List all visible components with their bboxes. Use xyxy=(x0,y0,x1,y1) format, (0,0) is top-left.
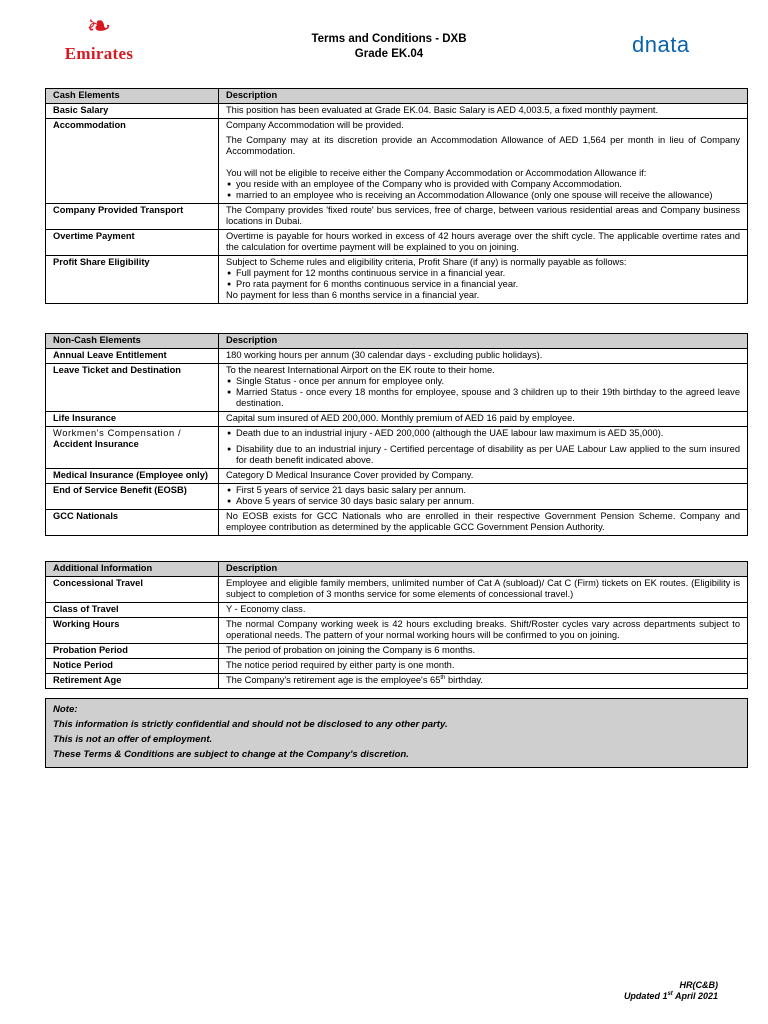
paragraph: You will not be eligible to receive either the Company Accommodation or Accommodation Allowance if: xyxy=(226,168,647,178)
note-content xyxy=(46,699,748,768)
column-header-description: Description xyxy=(219,334,748,349)
row-label: Retirement Age xyxy=(46,674,219,689)
row-label: Class of Travel xyxy=(46,603,219,618)
row-label: Basic Salary xyxy=(46,104,219,119)
row-label: Life Insurance xyxy=(46,412,219,427)
note-line: These Terms & Conditions are subject to change at the Company's discretion. xyxy=(53,749,409,760)
row-description: 180 working hours per annum (30 calendar days - excluding public holidays). xyxy=(219,349,748,364)
row-label: Probation Period xyxy=(46,644,219,659)
row-description: Employee and eligible family members, unlimited number of Cat A (subload)/ Cat C (Firm) tickets on EK routes. (Eligibility is subject to completion of 3 months service for some elements of concessional travel.) xyxy=(219,577,748,603)
table-header-row xyxy=(46,562,748,577)
row-label: Leave Ticket and Destination xyxy=(46,364,219,412)
paragraph: Company Accommodation will be provided. xyxy=(226,120,404,130)
paragraph: The Company may at its discretion provide an Accommodation Allowance of AED 1,564 per month in lieu of Company Accommodation. xyxy=(226,135,740,156)
column-header-elements: Additional Information xyxy=(46,562,219,577)
table-row xyxy=(46,577,748,603)
row-label: Notice Period xyxy=(46,659,219,674)
list-item: ● Above 5 years of service 30 days basic salary per annum. xyxy=(226,496,740,507)
paragraph: No payment for less than 6 months service in a financial year. xyxy=(226,290,480,300)
table-row xyxy=(46,119,748,204)
list-item: ● Death due to an industrial injury - AED 200,000 (although the UAE labour law maximum is AED 35,000). xyxy=(226,428,740,439)
row-description: This position has been evaluated at Grade EK.04. Basic Salary is AED 4,003.5, a fixed monthly payment. xyxy=(219,104,748,119)
footer xyxy=(624,980,718,1002)
ordinal-suffix: th xyxy=(440,674,446,681)
table-row xyxy=(46,230,748,256)
note-heading: Note: xyxy=(53,704,78,715)
row-description xyxy=(219,484,748,510)
ordinal-suffix: st xyxy=(667,991,673,997)
list-item: ● Disability due to an industrial injury - Certified percentage of disability as per UAE Labour Law applied to the sum insured for death benefit indicated above. xyxy=(226,444,740,466)
table-row xyxy=(46,427,748,469)
row-label-line-1: Workmen's Compensation / xyxy=(53,428,182,438)
row-description: The notice period required by either party is one month. xyxy=(219,659,748,674)
row-label: Overtime Payment xyxy=(46,230,219,256)
table-row xyxy=(46,603,748,618)
bullet-list xyxy=(226,485,740,507)
row-label xyxy=(46,427,219,469)
list-item: ● Pro rata payment for 6 months continuous service in a financial year. xyxy=(226,279,740,290)
column-header-elements: Cash Elements xyxy=(46,89,219,104)
column-header-description: Description xyxy=(219,562,748,577)
table-row xyxy=(46,659,748,674)
row-description: Y - Economy class. xyxy=(219,603,748,618)
row-label: GCC Nationals xyxy=(46,510,219,536)
row-description xyxy=(219,119,748,204)
row-description: The normal Company working week is 42 hours excluding breaks. Shift/Roster cycles vary across departments subject to operational needs. The pattern of your normal working hours will be confirmed to you on joining. xyxy=(219,618,748,644)
note-row xyxy=(46,699,748,768)
list-item: ● First 5 years of service 21 days basic salary per annum. xyxy=(226,485,740,496)
row-label: Concessional Travel xyxy=(46,577,219,603)
row-description xyxy=(219,364,748,412)
table-row xyxy=(46,674,748,689)
row-description xyxy=(219,674,748,689)
additional-information-table xyxy=(45,561,748,689)
table-row xyxy=(46,469,748,484)
row-label: Company Provided Transport xyxy=(46,204,219,230)
bullet-list xyxy=(226,376,740,409)
row-description xyxy=(219,427,748,469)
paragraph: Subject to Scheme rules and eligibility criteria, Profit Share (if any) is normally payable as follows: xyxy=(226,257,627,267)
table-row xyxy=(46,349,748,364)
emirates-logo-text: Emirates xyxy=(64,44,134,63)
list-item: ● Single Status - once per annum for employee only. xyxy=(226,376,740,387)
footer-department: HR(C&B) xyxy=(679,980,718,990)
bullet-list xyxy=(226,268,740,290)
column-header-elements: Non-Cash Elements xyxy=(46,334,219,349)
footer-updated xyxy=(624,991,718,1002)
row-label: End of Service Benefit (EOSB) xyxy=(46,484,219,510)
list-item: ● Married Status - once every 18 months for employee, spouse and 3 children up to their 19th birthday to the agreed leave destination. xyxy=(226,387,740,409)
emirates-emblem-icon: ❧ xyxy=(86,9,112,44)
table-row xyxy=(46,618,748,644)
title-line-1: Terms and Conditions - DXB xyxy=(311,33,467,45)
table-row xyxy=(46,256,748,304)
row-description: No EOSB exists for GCC Nationals who are enrolled in their respective Government Pension Scheme. Company and employee contribution as determined by the applicable GCC Government Pension Authority. xyxy=(219,510,748,536)
retirement-text: The Company's retirement age is the employee's 65 xyxy=(226,675,441,685)
list-item: ● married to an employee who is receiving an Accommodation Allowance (only one spouse will receive the allowance) xyxy=(226,190,740,201)
row-label-line-2: Accident Insurance xyxy=(53,439,139,449)
note-box xyxy=(45,698,748,768)
table-header-row xyxy=(46,334,748,349)
table-row xyxy=(46,510,748,536)
table-row xyxy=(46,104,748,119)
row-description: Capital sum insured of AED 200,000. Monthly premium of AED 16 paid by employee. xyxy=(219,412,748,427)
footer-updated-date: April 2021 xyxy=(672,991,718,1001)
row-description: Category D Medical Insurance Cover provided by Company. xyxy=(219,469,748,484)
table-header-row xyxy=(46,89,748,104)
row-label: Working Hours xyxy=(46,618,219,644)
column-header-description: Description xyxy=(219,89,748,104)
row-label: Annual Leave Entitlement xyxy=(46,349,219,364)
bullet-list xyxy=(226,428,740,466)
retirement-text-end: birthday. xyxy=(445,675,483,685)
dnata-logo: dnata xyxy=(632,32,690,57)
table-row xyxy=(46,484,748,510)
row-label: Accommodation xyxy=(46,119,219,204)
row-description xyxy=(219,256,748,304)
note-line: This information is strictly confidential and should not be disclosed to any other party. xyxy=(53,719,448,730)
title-line-2: Grade EK.04 xyxy=(354,48,424,60)
table-row xyxy=(46,412,748,427)
table-row xyxy=(46,204,748,230)
note-line: This is not an offer of employment. xyxy=(53,734,213,745)
bullet-list xyxy=(226,179,740,201)
row-description: Overtime is payable for hours worked in excess of 42 hours average over the shift cycle. The applicable overtime rates and the calculation for overtime payment will be explained to you on joining. xyxy=(219,230,748,256)
table-row xyxy=(46,644,748,659)
cash-elements-table xyxy=(45,88,748,304)
footer-updated-text: Updated 1 xyxy=(623,991,668,1001)
non-cash-elements-table xyxy=(45,333,748,536)
list-item: ● Full payment for 12 months continuous service in a financial year. xyxy=(226,268,740,279)
row-description: The Company provides 'fixed route' bus services, free of charge, between various residential areas and Company business locations in Dubai. xyxy=(219,204,748,230)
list-item: ● you reside with an employee of the Company who is provided with Company Accommodation. xyxy=(226,179,740,190)
table-row xyxy=(46,364,748,412)
paragraph: To the nearest International Airport on the EK route to their home. xyxy=(226,365,495,375)
row-label: Medical Insurance (Employee only) xyxy=(46,469,219,484)
row-description: The period of probation on joining the Company is 6 months. xyxy=(219,644,748,659)
row-label: Profit Share Eligibility xyxy=(46,256,219,304)
